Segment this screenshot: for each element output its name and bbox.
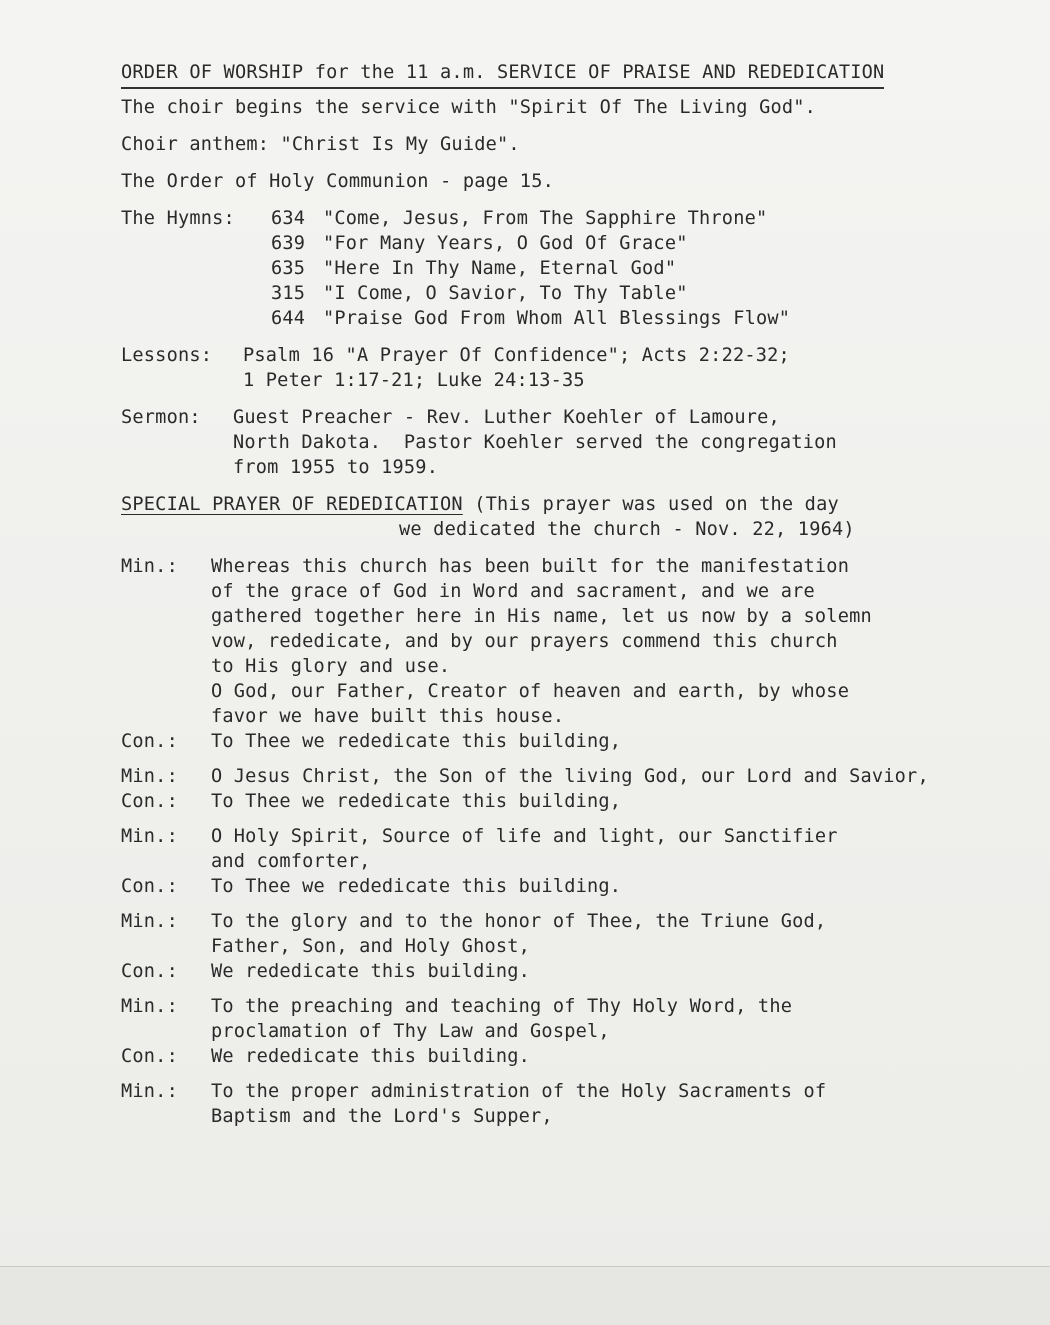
- litany: [121, 554, 1021, 1129]
- speaker-label: Con.:: [121, 961, 178, 982]
- lessons-section: [121, 343, 1021, 393]
- litany-line: to His glory and use.: [211, 656, 451, 677]
- litany-entry: [121, 1079, 1021, 1129]
- hymn-item: [271, 306, 1021, 331]
- litany-line: We rededicate this building.: [211, 1046, 531, 1067]
- hymn-title: "For Many Years, O God Of Grace": [323, 233, 688, 254]
- special-prayer-heading: [121, 492, 1021, 542]
- litany-entry: [121, 994, 1021, 1044]
- litany-entry: [121, 554, 1021, 729]
- hymn-item: [271, 281, 1021, 306]
- special-prayer-note-2: we dedicated the church - Nov. 22, 1964): [399, 519, 855, 540]
- litany-line: We rededicate this building.: [211, 961, 531, 982]
- sermon-text: [233, 405, 1021, 480]
- litany-line: Whereas this church has been built for the manifestation: [211, 556, 850, 577]
- litany-entry: [121, 729, 1021, 754]
- hymn-item: [271, 231, 1021, 256]
- page-bottom-edge: [0, 1266, 1050, 1325]
- hymn-number: 644: [271, 308, 306, 329]
- special-prayer-title: SPECIAL PRAYER OF REDEDICATION: [121, 494, 463, 515]
- litany-line: To Thee we rededicate this building,: [211, 791, 622, 812]
- speaker-label: Con.:: [121, 876, 178, 897]
- order-of-worship: [121, 60, 1021, 1129]
- litany-line: O Holy Spirit, Source of life and light, our Sanctifier: [211, 826, 838, 847]
- speaker-label: Min.:: [121, 766, 178, 787]
- sermon-line-3: from 1955 to 1959.: [233, 457, 439, 478]
- lessons-label: Lessons:: [121, 345, 213, 366]
- hymn-number: 639: [271, 233, 306, 254]
- litany-line: To Thee we rededicate this building.: [211, 876, 622, 897]
- litany-entry: [121, 959, 1021, 984]
- speaker-label: Min.:: [121, 911, 178, 932]
- hymn-number: 635: [271, 258, 306, 279]
- hymns-list: [271, 206, 1021, 331]
- hymns-section: [121, 206, 1021, 331]
- intro-line-3: The Order of Holy Communion - page 15.: [121, 171, 554, 192]
- special-prayer-note-1: (This prayer was used on the day: [474, 494, 839, 515]
- speaker-label: Min.:: [121, 556, 178, 577]
- hymn-title: "Here In Thy Name, Eternal God": [323, 258, 677, 279]
- speaker-label: Con.:: [121, 791, 178, 812]
- hymn-number: 634: [271, 208, 306, 229]
- litany-entry: [121, 824, 1021, 874]
- litany-line: Baptism and the Lord's Supper,: [211, 1106, 553, 1127]
- litany-line: proclamation of Thy Law and Gospel,: [211, 1021, 610, 1042]
- litany-line: To the glory and to the honor of Thee, the Triune God,: [211, 911, 827, 932]
- hymn-item: [271, 256, 1021, 281]
- hymn-title: "Come, Jesus, From The Sapphire Throne": [323, 208, 768, 229]
- litany-line: gathered together here in His name, let us now by a solemn: [211, 606, 872, 627]
- lessons-line-1: Psalm 16 "A Prayer Of Confidence"; Acts 2:22-32;: [243, 345, 790, 366]
- intro-line-2: Choir anthem: "Christ Is My Guide".: [121, 134, 520, 155]
- litany-line: To the preaching and teaching of Thy Holy Word, the: [211, 996, 793, 1017]
- hymn-title: "Praise God From Whom All Blessings Flow": [323, 308, 791, 329]
- speaker-label: Con.:: [121, 731, 178, 752]
- speaker-label: Min.:: [121, 996, 178, 1017]
- litany-line: Father, Son, and Holy Ghost,: [211, 936, 531, 957]
- litany-line: O Jesus Christ, the Son of the living God, our Lord and Savior,: [211, 766, 929, 787]
- hymns-label: The Hymns:: [121, 208, 235, 229]
- litany-line: To the proper administration of the Holy Sacraments of: [211, 1081, 827, 1102]
- intro-line-1: The choir begins the service with "Spirit Of The Living God".: [121, 97, 817, 118]
- sermon-line-2: North Dakota. Pastor Koehler served the congregation: [233, 432, 837, 453]
- hymn-item: [271, 206, 1021, 231]
- speaker-label: Min.:: [121, 1081, 178, 1102]
- speaker-label: Con.:: [121, 1046, 178, 1067]
- litany-line: favor we have built this house.: [211, 706, 565, 727]
- litany-line: To Thee we rededicate this building,: [211, 731, 622, 752]
- lessons-line-2: 1 Peter 1:17-21; Luke 24:13-35: [243, 370, 585, 391]
- page-title: ORDER OF WORSHIP for the 11 a.m. SERVICE OF PRAISE AND REDEDICATION: [121, 60, 884, 89]
- litany-entry: [121, 789, 1021, 814]
- litany-line: and comforter,: [211, 851, 371, 872]
- speaker-label: Min.:: [121, 826, 178, 847]
- litany-entry: [121, 874, 1021, 899]
- litany-entry: [121, 909, 1021, 959]
- litany-line: of the grace of God in Word and sacrament, and we are: [211, 581, 815, 602]
- lessons-text: [243, 343, 1021, 393]
- sermon-line-1: Guest Preacher - Rev. Luther Koehler of Lamoure,: [233, 407, 780, 428]
- litany-entry: [121, 764, 1021, 789]
- hymn-number: 315: [271, 283, 306, 304]
- litany-line: O God, our Father, Creator of heaven and earth, by whose: [211, 681, 850, 702]
- hymn-title: "I Come, O Savior, To Thy Table": [323, 283, 688, 304]
- litany-line: vow, rededicate, and by our prayers commend this church: [211, 631, 838, 652]
- litany-entry: [121, 1044, 1021, 1069]
- sermon-label: Sermon:: [121, 407, 201, 428]
- sermon-section: [121, 405, 1021, 480]
